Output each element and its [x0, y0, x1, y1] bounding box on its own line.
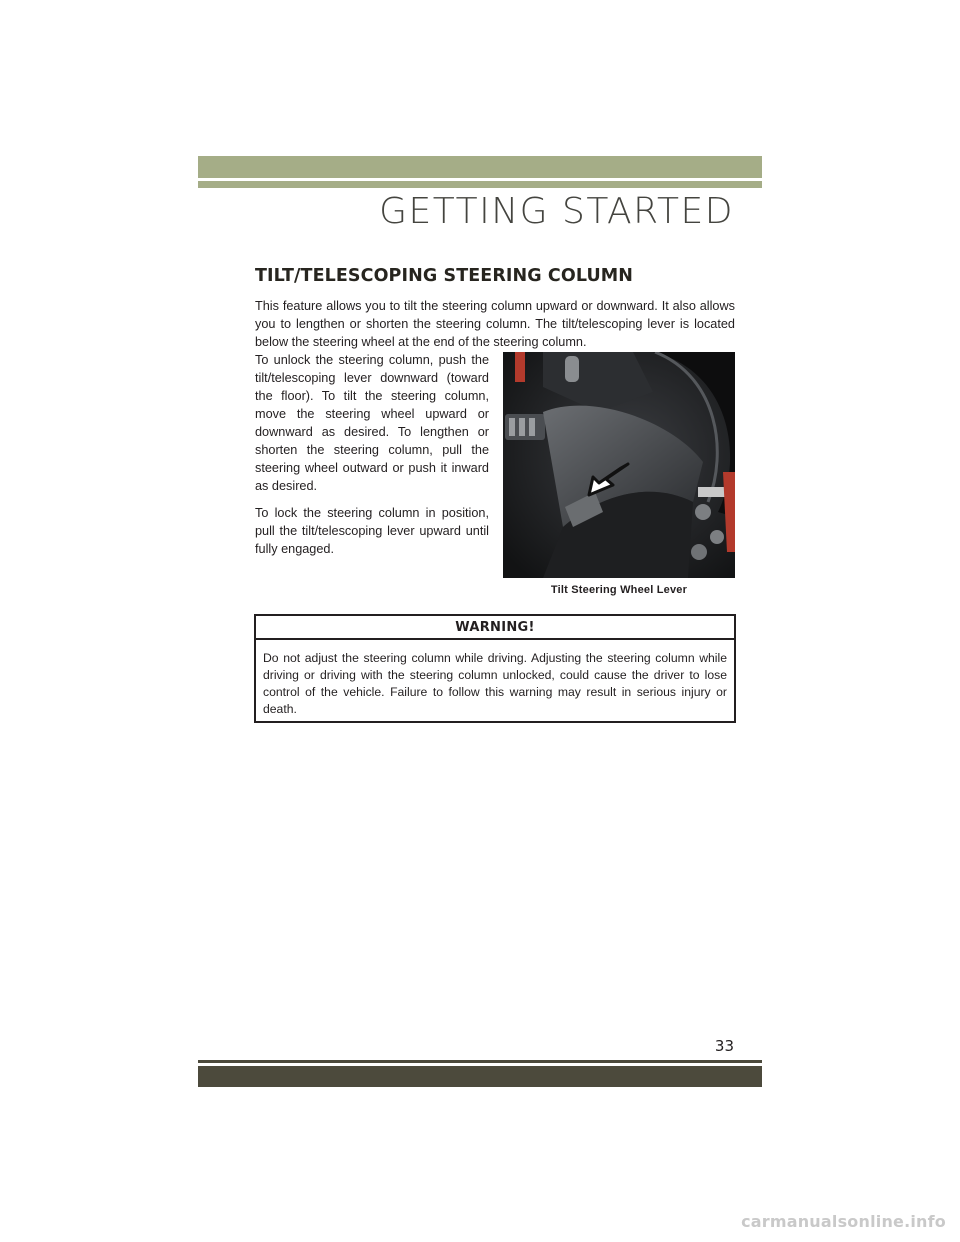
- page-number: 33: [714, 1037, 734, 1055]
- red-trim: [515, 352, 525, 382]
- instructions-column: [255, 351, 489, 567]
- warning-title: WARNING!: [256, 616, 734, 640]
- intro-paragraph: This feature allows you to tilt the steering column upward or downward. It also allows you to lengthen or shorten the steering column. The tilt/telescoping lever is located below the steering wheel at the end of the steering column.: [255, 299, 735, 349]
- dash-button: [710, 530, 724, 544]
- switch: [509, 418, 515, 436]
- label-sticker: [698, 487, 728, 497]
- steering-lever-photo: [503, 352, 735, 578]
- header-rule: [198, 181, 762, 188]
- dash-button: [691, 544, 707, 560]
- watermark: carmanualsonline.info: [741, 1212, 946, 1231]
- footer-rule: [198, 1060, 762, 1063]
- unlock-paragraph: To unlock the steering column, push the tilt/telescoping lever downward (toward the floor). To tilt the steering column, move the steering wheel upward or downward as desired. To lengthen or shorten the steering column, pull the steering wheel outward or push it inward as desired.: [255, 353, 489, 493]
- switch: [529, 418, 535, 436]
- footer-bar: [198, 1066, 762, 1087]
- steering-column-illustration: [503, 352, 735, 578]
- stalk-knob: [565, 356, 579, 382]
- warning-box: [254, 614, 736, 723]
- figure-caption: Tilt Steering Wheel Lever: [550, 584, 688, 596]
- article-heading: TILT/TELESCOPING STEERING COLUMN: [255, 266, 634, 286]
- dash-button: [695, 504, 711, 520]
- section-title: GETTING STARTED: [379, 191, 734, 232]
- header-bar: [198, 156, 762, 178]
- warning-text: Do not adjust the steering column while driving. Adjusting the steering column while driving or driving with the steering column unlocked, could cause the driver to lose control of the vehicle. Failure to follow this warning may result in serious injury or death.: [263, 651, 727, 716]
- switch: [519, 418, 525, 436]
- lock-paragraph: To lock the steering column in position, pull the tilt/telescoping lever upward until fully engaged.: [255, 506, 489, 556]
